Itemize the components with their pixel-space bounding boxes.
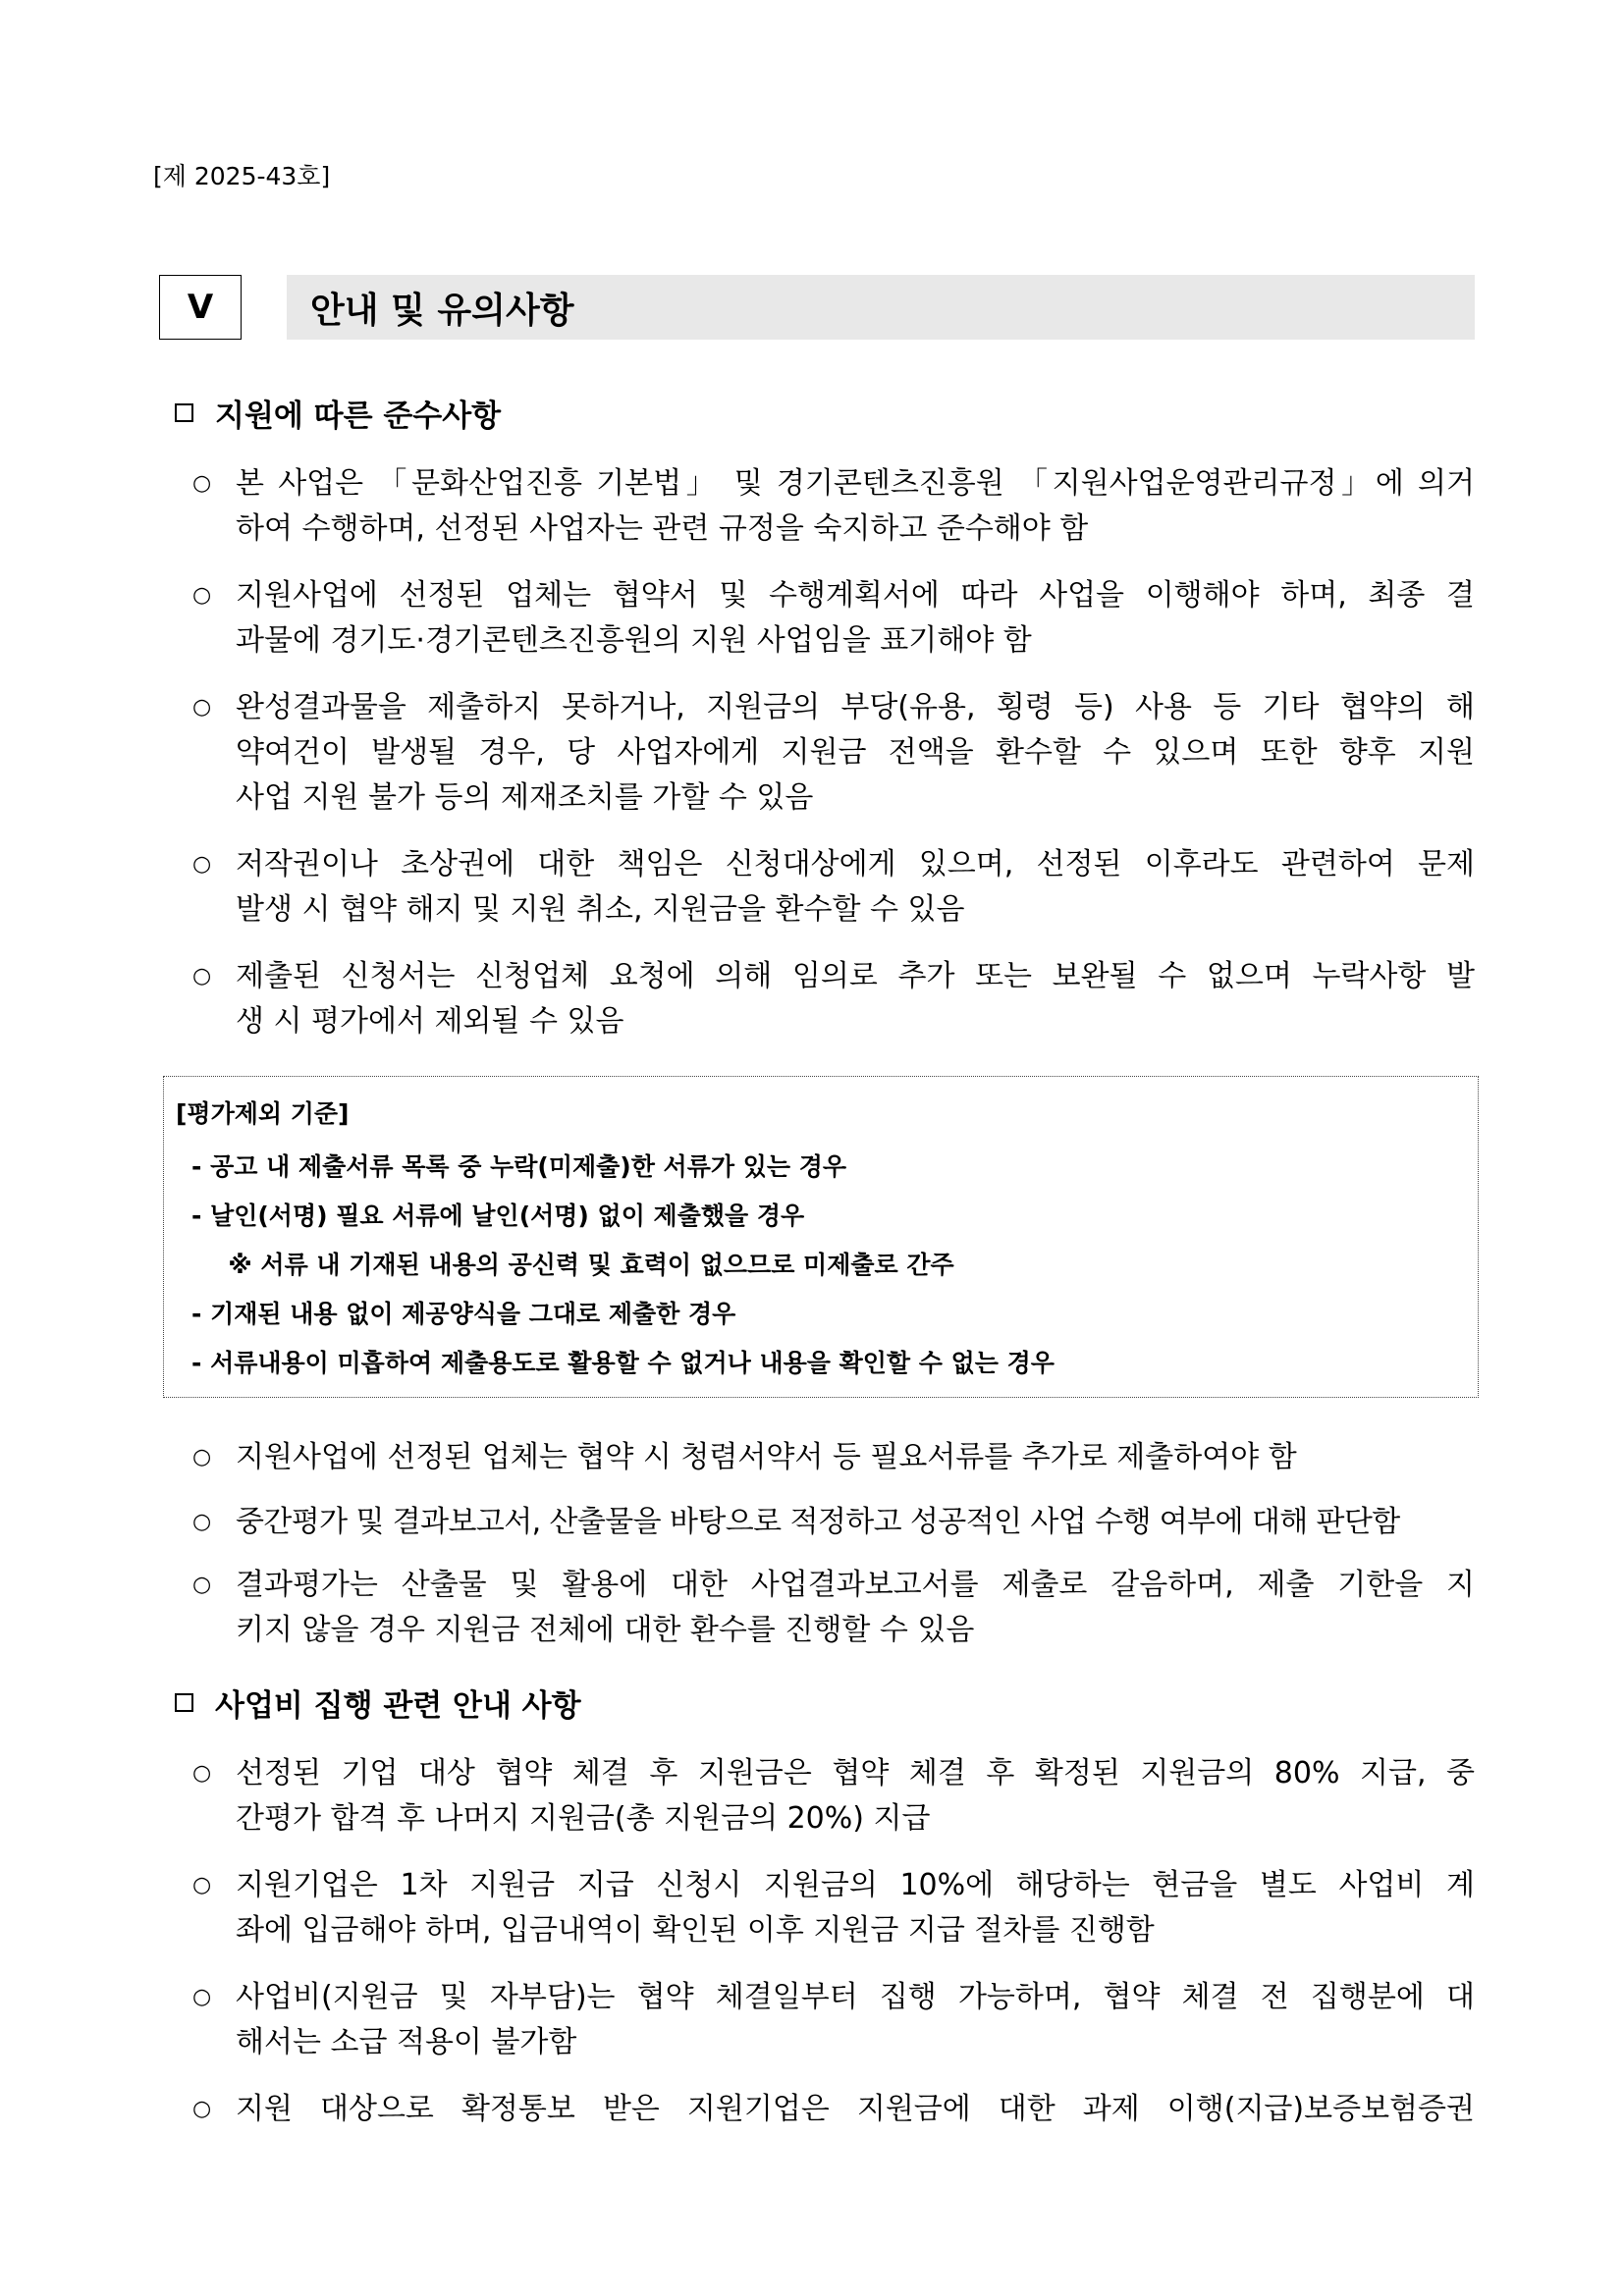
item-line: 지원사업에 선정된 업체는 협약 시 청렴서약서 등 필요서류를 추가로 제출하여야 함 bbox=[236, 1440, 1297, 1474]
item-line: 좌에 입금해야 하며, 입금내역이 확인된 이후 지원금 지급 절차를 진행함 bbox=[236, 1913, 1155, 1948]
circle-bullet-icon: ○ bbox=[192, 2097, 212, 2121]
compliance-heading bbox=[175, 391, 501, 435]
circle-bullet-icon: ○ bbox=[192, 1510, 212, 1534]
circle-bullet-icon: ○ bbox=[192, 1873, 212, 1897]
criteria-note: ※ 서류 내 기재된 내용의 공신력 및 효력이 없으므로 미제출로 간주 bbox=[211, 1251, 954, 1279]
item-line: 저작권이나 초상권에 대한 책임은 신청대상에게 있으며, 선정된 이후라도 관련하여 문제 bbox=[236, 847, 1475, 881]
circle-bullet-icon: ○ bbox=[192, 1985, 212, 2009]
checkbox-square-icon bbox=[175, 1693, 193, 1712]
item-line: 사업 지원 불가 등의 제재조치를 가할 수 있음 bbox=[236, 780, 814, 815]
section-title: 안내 및 유의사항 bbox=[287, 275, 1475, 340]
criteria-line: - 공고 내 제출서류 목록 중 누락(미제출)한 서류가 있는 경우 bbox=[191, 1152, 847, 1181]
circle-bullet-icon: ○ bbox=[192, 1761, 212, 1786]
item-line: 생 시 평가에서 제외될 수 있음 bbox=[236, 1004, 624, 1039]
item-line: 본 사업은 「문화산업진흥 기본법」 및 경기콘텐츠진흥원 「지원사업운영관리규정」에 의거 bbox=[236, 466, 1475, 501]
item-line: 사업비(지원금 및 자부담)는 협약 체결일부터 집행 가능하며, 협약 체결 전 집행분에 대 bbox=[236, 1980, 1475, 2014]
document-number: [제 2025-43호] bbox=[153, 162, 331, 190]
item-line: 제출된 신청서는 신청업체 요청에 의해 임의로 추가 또는 보완될 수 없으며 누락사항 발 bbox=[236, 959, 1475, 993]
compliance-heading-text: 지원에 따른 준수사항 bbox=[215, 399, 502, 434]
item-line: 지원사업에 선정된 업체는 협약서 및 수행계획서에 따라 사업을 이행해야 하며, 최종 결 bbox=[236, 578, 1475, 613]
circle-bullet-icon: ○ bbox=[192, 695, 212, 720]
circle-bullet-icon: ○ bbox=[192, 471, 212, 496]
exclusion-criteria-title: [평가제외 기준] bbox=[176, 1099, 350, 1128]
item-line: 완성결과물을 제출하지 못하거나, 지원금의 부당(유용, 횡령 등) 사용 등 기타 협약의 해 bbox=[236, 690, 1475, 724]
item-line: 키지 않을 경우 지원금 전체에 대한 환수를 진행할 수 있음 bbox=[236, 1613, 975, 1647]
section-number: Ⅴ bbox=[159, 275, 242, 340]
item-line: 중간평가 및 결과보고서, 산출물을 바탕으로 적정하고 성공적인 사업 수행 여부에 대해 판단함 bbox=[236, 1505, 1400, 1539]
circle-bullet-icon: ○ bbox=[192, 1445, 212, 1469]
item-line: 해서는 소급 적용이 불가함 bbox=[236, 2025, 577, 2059]
criteria-line: - 기재된 내용 없이 제공양식을 그대로 제출한 경우 bbox=[191, 1300, 736, 1328]
item-line: 약여건이 발생될 경우, 당 사업자에게 지원금 전액을 환수할 수 있으며 또한 향후 지원 bbox=[236, 735, 1475, 770]
item-line: 선정된 기업 대상 협약 체결 후 지원금은 협약 체결 후 확정된 지원금의 80% 지급, 중 bbox=[236, 1756, 1475, 1790]
item-line: 지원기업은 1차 지원금 지급 신청시 지원금의 10%에 해당하는 현금을 별도 사업비 계 bbox=[236, 1868, 1475, 1902]
item-line: 결과평가는 산출물 및 활용에 대한 사업결과보고서를 제출로 갈음하며, 제출 기한을 지 bbox=[236, 1568, 1475, 1602]
item-line: 간평가 합격 후 나머지 지원금(총 지원금의 20%) 지급 bbox=[236, 1801, 931, 1836]
item-line: 하여 수행하며, 선정된 사업자는 관련 규정을 숙지하고 준수해야 함 bbox=[236, 511, 1089, 546]
circle-bullet-icon: ○ bbox=[192, 852, 212, 877]
exclusion-criteria-box bbox=[163, 1076, 1479, 1398]
criteria-line: - 날인(서명) 필요 서류에 날인(서명) 없이 제출했을 경우 bbox=[191, 1201, 805, 1230]
budget-heading bbox=[175, 1681, 581, 1725]
item-line: 과물에 경기도·경기콘텐츠진흥원의 지원 사업임을 표기해야 함 bbox=[236, 623, 1032, 658]
item-line: 지원 대상으로 확정통보 받은 지원기업은 지원금에 대한 과제 이행(지급)보증보험증권 bbox=[236, 2092, 1475, 2126]
circle-bullet-icon: ○ bbox=[192, 1573, 212, 1597]
budget-heading-text: 사업비 집행 관련 안내 사항 bbox=[215, 1688, 581, 1724]
circle-bullet-icon: ○ bbox=[192, 964, 212, 988]
item-line: 발생 시 협약 해지 및 지원 취소, 지원금을 환수할 수 있음 bbox=[236, 892, 965, 927]
circle-bullet-icon: ○ bbox=[192, 583, 212, 608]
criteria-line: - 서류내용이 미흡하여 제출용도로 활용할 수 없거나 내용을 확인할 수 없는 경우 bbox=[191, 1349, 1055, 1377]
checkbox-square-icon bbox=[175, 403, 193, 422]
